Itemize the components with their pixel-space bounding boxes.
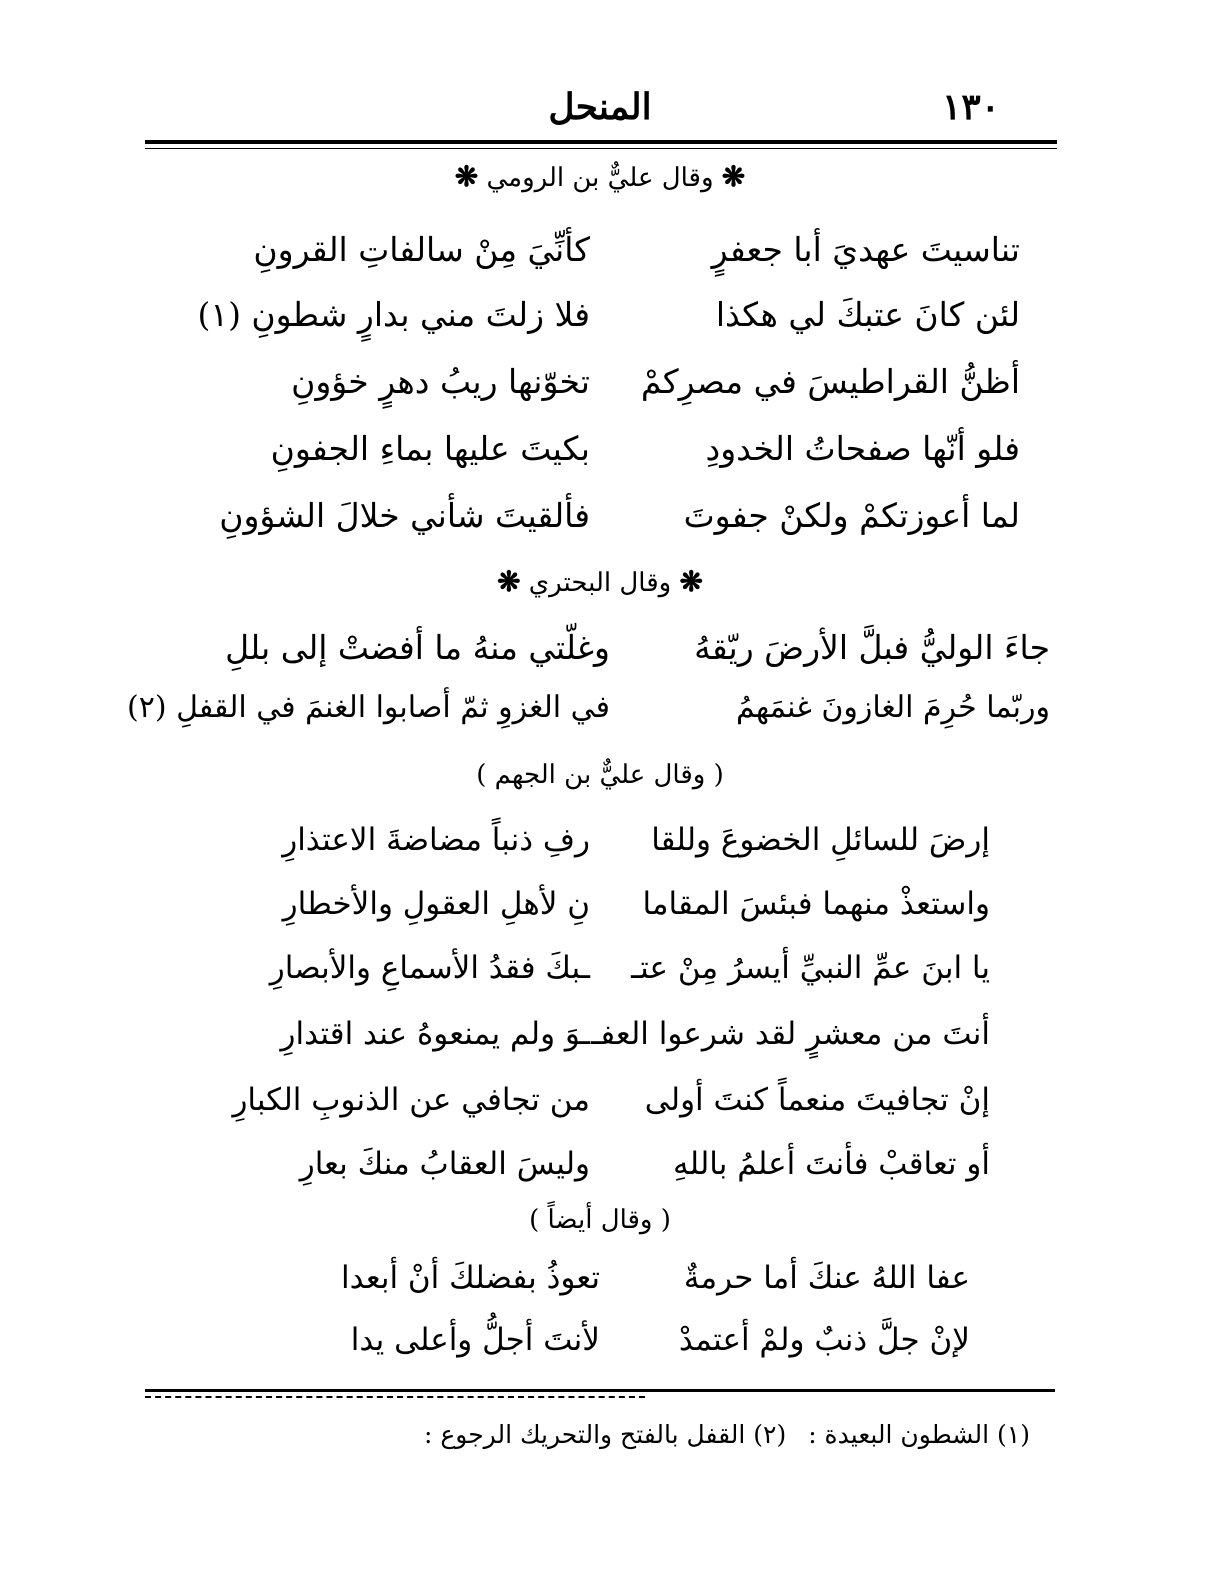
running-title: المنحل bbox=[548, 86, 652, 128]
verse-line bbox=[140, 1016, 1060, 1078]
second-hemistich: كأنِّيَ مِنْ سالفاتِ القرونِ bbox=[253, 230, 590, 269]
verse-line bbox=[140, 1260, 1060, 1322]
verse-line bbox=[140, 1146, 1060, 1208]
first-hemistich: جاءَ الوليُّ فبلَّ الأرضَ ريّقهُ bbox=[694, 628, 1050, 667]
verse-line bbox=[140, 1082, 1060, 1144]
footnotes bbox=[140, 1420, 1030, 1449]
heading-text: وقال عليٌّ بن الرومي bbox=[486, 163, 714, 193]
second-hemistich: وليسَ العقابُ منكَ بعارِ bbox=[299, 1146, 590, 1182]
ornament-icon: ❋ bbox=[497, 565, 521, 598]
second-hemistich: وغلّتي منهُ ما أفضتْ إلى بللِ bbox=[225, 628, 610, 667]
verse-line bbox=[140, 230, 1060, 292]
ornament-icon: ❋ bbox=[454, 160, 479, 193]
second-hemistich: بكيتَ عليها بماءِ الجفونِ bbox=[270, 429, 590, 468]
second-hemistich: تخوّنها ريبُ دهرٍ خؤونِ bbox=[291, 362, 590, 401]
first-hemistich: لئن كانَ عتبكَ لي هكذا bbox=[715, 295, 1020, 334]
second-hemistich: فلا زلتَ مني بدارٍ شطونِ (١) bbox=[197, 295, 590, 334]
verse-line bbox=[140, 1322, 1060, 1384]
heading-text: ( وقال عليٌّ بن الجهم ) bbox=[476, 760, 724, 790]
section-heading-al-buhturi bbox=[140, 565, 1060, 598]
header-rule-thick bbox=[145, 140, 1057, 144]
second-hemistich: رفِ ذنباً مضاضةَ الاعتذارِ bbox=[282, 822, 590, 858]
first-hemistich: فلو أنّها صفحاتُ الخدودِ bbox=[705, 429, 1020, 468]
verse-line bbox=[140, 295, 1060, 357]
second-hemistich: من تجافي عن الذنوبِ الكبارِ bbox=[232, 1082, 590, 1118]
second-hemistich: نِ لأهلِ العقولِ والأخطارِ bbox=[282, 886, 590, 922]
header-rule-thin bbox=[145, 148, 1057, 149]
verse-line bbox=[140, 950, 1060, 1012]
footnote-1: (١) الشطون البعيدة : bbox=[808, 1420, 1030, 1449]
first-hemistich: يا ابنَ عمِّ النبيِّ أيسرُ مِنْ عتـ bbox=[631, 950, 990, 986]
section-heading-also bbox=[140, 1205, 1060, 1235]
second-hemistich: ـوَ ولم يمنعوهُ عند اقتدارِ bbox=[280, 1016, 590, 1052]
first-hemistich: لما أعوزتكمْ ولكنْ جفوتَ bbox=[683, 496, 1020, 535]
first-hemistich: إرضَ للسائلِ الخضوعَ وللقا bbox=[651, 822, 990, 858]
first-hemistich: تناسيتَ عهديَ أبا جعفرٍ bbox=[711, 230, 1020, 269]
heading-text: ( وقال أيضاً ) bbox=[529, 1205, 671, 1235]
first-hemistich: أظنُّ القراطيسَ في مصرِكمْ bbox=[640, 362, 1020, 401]
verse-line bbox=[140, 429, 1060, 491]
verse-line bbox=[140, 822, 1060, 884]
verse-line bbox=[127, 690, 1060, 752]
first-hemistich: أو تعاقبْ فأنتَ أعلمُ باللهِ bbox=[672, 1146, 990, 1182]
first-hemistich: أنتَ من معشرٍ لقد شرعوا العفـ bbox=[591, 1016, 990, 1052]
footnote-rule-dashed bbox=[145, 1396, 645, 1398]
section-heading-ibn-al-jahm bbox=[140, 760, 1060, 790]
verse-line bbox=[140, 496, 1060, 558]
first-hemistich: عفا اللهُ عنكَ أما حرمةٌ bbox=[683, 1260, 970, 1296]
verse-line bbox=[140, 628, 1060, 690]
first-hemistich: وربّما حُرِمَ الغازونَ غنمَهمُ bbox=[735, 690, 1050, 725]
verse-line bbox=[140, 362, 1060, 424]
second-hemistich: ـبكَ فقدُ الأسماعِ والأبصارِ bbox=[269, 950, 590, 986]
footnote-2: (٢) القفل بالفتح والتحريك الرجوع : bbox=[424, 1420, 787, 1449]
verse-line bbox=[140, 886, 1060, 948]
page-header bbox=[140, 82, 1060, 142]
page-number: ١٣٠ bbox=[941, 86, 1000, 128]
second-hemistich: في الغزوِ ثمّ أصابوا الغنمَ في القفلِ (٢) bbox=[127, 690, 610, 725]
heading-text: وقال البحتري bbox=[528, 568, 672, 598]
first-hemistich: واستعذْ منهما فبئسَ المقاما bbox=[642, 886, 990, 922]
section-heading-ibn-al-rumi bbox=[140, 160, 1060, 193]
first-hemistich: إنْ تجافيتَ منعماً كنتَ أولى bbox=[644, 1082, 990, 1118]
ornament-icon: ❋ bbox=[679, 565, 703, 598]
ornament-icon: ❋ bbox=[721, 160, 746, 193]
footnote-rule bbox=[145, 1389, 1055, 1392]
first-hemistich: لإنْ جلَّ ذنبٌ ولمْ أعتمدْ bbox=[678, 1322, 970, 1358]
second-hemistich: فألقيتَ شأني خلالَ الشؤونِ bbox=[219, 496, 590, 535]
second-hemistich: تعوذُ بفضلكَ أنْ أبعدا bbox=[340, 1260, 600, 1296]
second-hemistich: لأنتَ أجلُّ وأعلى يدا bbox=[350, 1322, 600, 1358]
